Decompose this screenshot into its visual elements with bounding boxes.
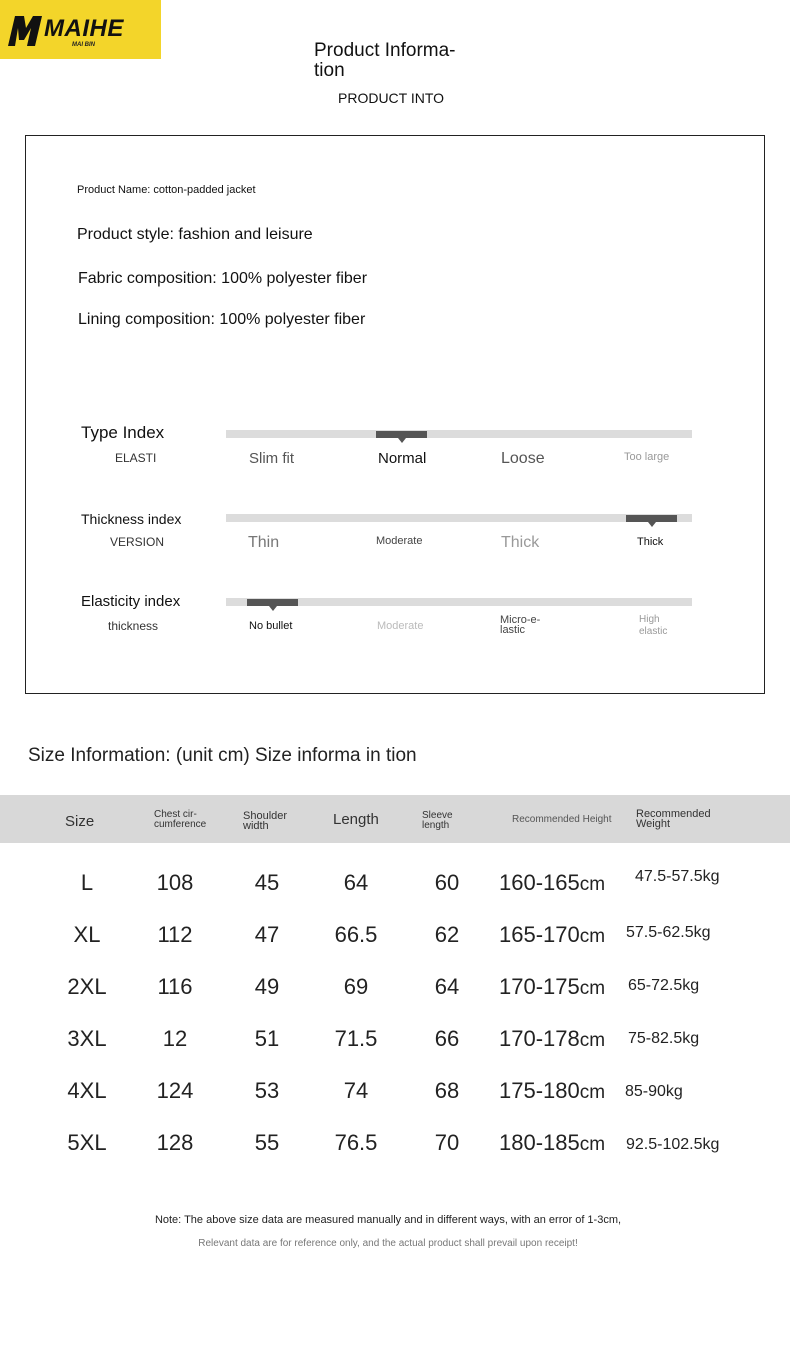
size-cell: XL	[73, 922, 101, 947]
product-style: Product style: fashion and leisure	[77, 226, 313, 243]
size-cell: 124	[156, 1078, 194, 1103]
elasticity-option-high: High elastic	[639, 614, 668, 637]
type-option-slim: Slim fit	[249, 450, 294, 467]
elasticity-option-moderate: Moderate	[377, 620, 424, 632]
header-size: Size	[65, 813, 95, 830]
size-cell: 66.5	[334, 922, 378, 947]
size-cell: 55	[254, 1130, 280, 1155]
height-unit: cm	[579, 1082, 606, 1103]
brand-logo	[0, 0, 161, 59]
logo-mark-icon	[6, 14, 44, 48]
header-sleeve: Sleeve length	[422, 810, 453, 831]
thickness-index-bar	[226, 514, 692, 522]
thickness-option-thick: Thick	[501, 534, 540, 551]
logo-text: MAIHE	[44, 15, 124, 42]
weight-cell: 57.5-62.5kg	[626, 924, 711, 941]
size-cell: 47	[254, 922, 280, 947]
height-value: 160-165	[499, 870, 580, 895]
height-value: 170-178	[499, 1026, 580, 1051]
elasticity-option-micro: Micro-e-lastic	[500, 614, 541, 636]
size-cell: 69	[343, 974, 369, 999]
height-unit: cm	[579, 1030, 606, 1051]
height-value: 180-185	[499, 1130, 580, 1155]
size-cell: 71.5	[334, 1026, 378, 1051]
size-cell: 49	[254, 974, 280, 999]
thickness-index-marker	[626, 515, 677, 522]
size-cell: 68	[434, 1078, 460, 1103]
size-cell: 12	[162, 1026, 188, 1051]
height-cell	[499, 870, 605, 896]
size-cell: 60	[434, 870, 460, 895]
size-cell: 45	[254, 870, 280, 895]
thickness-option-thin: Thin	[248, 534, 280, 551]
header-shoulder: Shoulder width	[243, 810, 288, 832]
weight-cell: 75-82.5kg	[628, 1030, 700, 1047]
size-cell: 74	[343, 1078, 369, 1103]
weight-cell: 47.5-57.5kg	[635, 868, 720, 885]
weight-cell: 92.5-102.5kg	[626, 1136, 720, 1153]
height-value: 165-170	[499, 922, 580, 947]
size-cell: 76.5	[334, 1130, 378, 1155]
type-option-too-large: Too large	[624, 451, 670, 463]
size-cell: 3XL	[67, 1026, 107, 1051]
header-height: Recommended Height	[512, 814, 612, 825]
weight-cell: 65-72.5kg	[628, 977, 700, 994]
height-unit: cm	[579, 926, 606, 947]
elasticity-index-sub: thickness	[108, 619, 159, 633]
type-index-marker	[376, 431, 427, 438]
height-unit: cm	[579, 874, 606, 895]
page-title: Product Informa-tion	[314, 40, 456, 81]
size-cell: 2XL	[67, 974, 107, 999]
type-option-loose: Loose	[501, 450, 545, 467]
fabric-composition: Fabric composition: 100% polyester fiber	[78, 270, 368, 287]
weight-cell: 85-90kg	[625, 1083, 683, 1100]
header-length: Length	[333, 811, 379, 828]
lining-composition: Lining composition: 100% polyester fiber	[78, 311, 366, 328]
size-cell: 112	[157, 922, 193, 947]
size-cell: 51	[254, 1026, 280, 1051]
height-cell	[499, 1130, 605, 1156]
size-cell: 128	[156, 1130, 194, 1155]
size-cell: 62	[434, 922, 460, 947]
header-chest: Chest cir-cumference	[154, 809, 207, 830]
size-cell: 5XL	[67, 1130, 107, 1155]
elasticity-index-marker	[247, 599, 298, 606]
page-subtitle: PRODUCT INTO	[338, 90, 445, 106]
thickness-option-thick-selected: Thick	[637, 536, 664, 548]
elasticity-option-no-bullet: No bullet	[249, 620, 293, 632]
product-info-box	[25, 135, 765, 694]
size-cell: L	[80, 870, 94, 895]
logo-subtext: MAI BIN	[72, 42, 95, 48]
header-weight: Recommended Weight	[636, 808, 711, 830]
size-cell: 70	[434, 1130, 460, 1155]
size-cell: 66	[434, 1026, 460, 1051]
note-line-1: Note: The above size data are measured manually and in different ways, with an error of 1-3cm,	[154, 1214, 622, 1226]
height-value: 175-180	[499, 1078, 580, 1103]
elasticity-index-label: Elasticity index	[81, 593, 181, 610]
height-unit: cm	[579, 978, 606, 999]
height-unit: cm	[579, 1134, 606, 1155]
size-info-title: Size Information: (unit cm) Size informa in tion	[28, 745, 417, 766]
note-line-2: Relevant data are for reference only, and the actual product shall prevail upon receipt!	[198, 1238, 578, 1249]
type-index-label: Type Index	[81, 423, 165, 442]
type-index-bar	[226, 430, 692, 438]
size-cell: 53	[254, 1078, 280, 1103]
thickness-index-label: Thickness index	[81, 511, 182, 527]
thickness-index-sub: VERSION	[110, 535, 165, 549]
height-cell	[499, 1078, 605, 1104]
height-cell	[499, 974, 605, 1000]
size-cell: 108	[156, 870, 194, 895]
product-name: Product Name: cotton-padded jacket	[77, 184, 256, 196]
size-cell: 116	[157, 974, 193, 999]
size-cell: 64	[434, 974, 460, 999]
size-cell: 64	[343, 870, 369, 895]
height-cell	[499, 922, 605, 948]
type-index-sub: ELASTI	[115, 451, 157, 465]
height-cell	[499, 1026, 605, 1052]
type-option-normal: Normal	[378, 450, 427, 467]
size-cell: 4XL	[67, 1078, 107, 1103]
thickness-option-moderate: Moderate	[376, 535, 423, 547]
size-table-header	[0, 795, 790, 843]
height-value: 170-175	[499, 974, 580, 999]
